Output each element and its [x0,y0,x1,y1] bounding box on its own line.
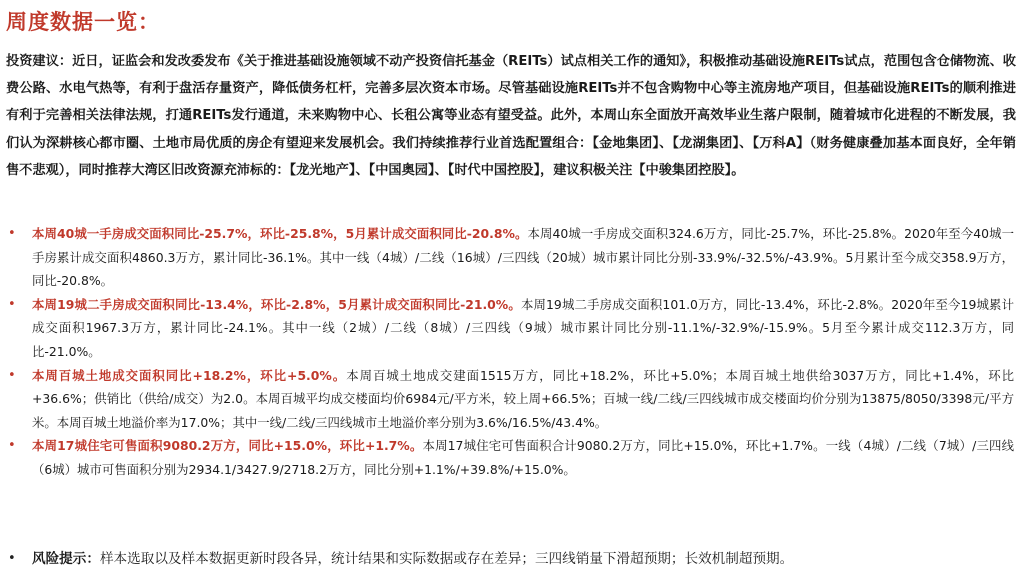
risk-heading: 风险提示： [32,551,100,567]
detail-text: 本周19城二手房成交面积101.0万方，同比-13.4%，环比-2.8%。2020年至今19城累计成交面积1967.3万方，累计同比-24.1%。其中一线（2城）/二线（8城）/三四线（9城）城市累计同比分别-11.1%/-32.9%/-15.9%。5月至今累计成交112.3万方，同比-21.0%。 [32,296,1014,359]
detail-text: 本周40城一手房成交面积324.6万方，同比-25.7%，环比-25.8%。2020年至今40城一手房累计成交面积4860.3万方，累计同比-36.1%。其中一线（4城）/二线（16城）/三四线（20城）城市累计同比分别-33.9%/-32.5%/-43.9%。5月累计至今成交358.9万方，同比-20.8%。 [32,226,1014,289]
risk-text: 样本选取以及样本数据更新时段各异，统计结果和实际数据或存在差异；三四线销量下滑超预期；长效机制超预期。 [99,551,794,567]
bullet-icon: • [8,226,16,241]
page-title: 周度数据一览： [6,10,160,34]
highlight-text: 本周19城二手房成交面积同比-13.4%，环比-2.8%，5月累计成交面积同比-21.0%。 [32,296,521,312]
list-item-housing-inventory [6,434,1014,481]
bullet-icon: • [8,296,16,312]
risk-warning [6,548,1024,570]
detail-text: 本周百城土地成交建面1515万方，同比+18.2%，环比+5.0%；本周百城土地供给3037万方，同比+1.4%，环比+36.6%；供销比（供给/成交）为2.0。本周百城平均成交楼面均价6984元/平方米，较上周+66.5%；百城一线/二线/三四线城市成交楼面均价分别为13875/8050/3398元/平方米。本周百城土地溢价率为17.0%；其中一线/二线/三四线城市土地溢价率分别为3.6%/16.5%/43.4%。 [32,367,1014,430]
highlight-text: 本周40城一手房成交面积同比-25.7%，环比-25.8%，5月累计成交面积同比-20.8%。 [32,226,528,241]
highlight-text: 本周百城土地成交面积同比+18.2%，环比+5.0%。 [32,367,347,383]
list-item-new-home-sales [6,222,1014,293]
bullet-icon: • [8,438,16,454]
investment-advice-paragraph: 投资建议：近日，证监会和发改委发布《关于推进基础设施领域不动产投资信托基金（REITs）试点相关工作的通知》，积极推动基础设施REITs试点，范围包含仓储物流、收费公路、水电气热等，有利于盘活存量资产，降低债务杠杆，完善多层次资本市场。尽管基础设施REITs并不包含购物中心等主流房地产项目，但基础设施REITs的顺利推进有利于完善相关法律法规，打通REITs发行通道，未来购物中心、长租公寓等业态有望受益。此外，本周山东全面放开高效毕业生落户限制，随着城市化进程的不断发展，我们认为深耕核心都市圈、土地市局优质的房企有望迎来发展机会。我们持续推荐行业首选配置组合：【金地集团】、【龙湖集团】、【万科A】（财务健康叠加基本面良好，全年销售不悲观），同时推荐大湾区旧改资源充沛标的：【龙光地产】、【中国奥园】、【时代中国控股】，建议积极关注【中骏集团控股】。 [6,54,1016,178]
bullet-icon: • [8,551,16,566]
highlight-text: 本周17城住宅可售面积9080.2万方，同比+15.0%，环比+1.7%。 [32,438,423,454]
list-item-second-hand-sales [6,293,1014,364]
detail-text: 本周17城住宅可售面积合计9080.2万方，同比+15.0%，环比+1.7%。一线（4城）/二线（7城）/三四线（6城）城市可售面积分别为2934.1/3427.9/2718.2万方，同比分别+1.1%/+39.8%/+15.0%。 [32,438,1014,477]
list-item-land-transactions [6,364,1014,435]
bullet-icon: • [8,367,16,383]
weekly-data-list [6,222,1014,482]
